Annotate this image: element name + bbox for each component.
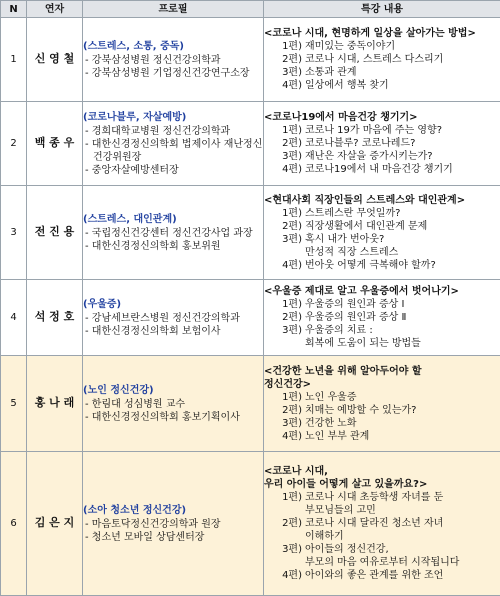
table-row <box>1 18 500 102</box>
profile-line: - 마음토닥정신건강의학과 원장 <box>85 518 221 530</box>
profile-line: - 대한신경정신의학회 홍보기획이사 <box>85 411 240 423</box>
content-cell <box>264 452 500 596</box>
lecture-item <box>264 207 500 220</box>
profile-line: - 대한신경정신의학회 홍보위원 <box>85 240 221 252</box>
profile-cell <box>83 186 264 280</box>
topic-category: (소아 청소년 정신건강) <box>83 504 187 516</box>
profile-line: - 경희대학교병원 정신건강의학과 <box>85 125 231 137</box>
table-row <box>1 280 500 356</box>
lecture-title: <코로나19에서 마음건강 챙기기> <box>264 112 418 123</box>
episode-number: 3편) <box>282 544 302 555</box>
lecture-item <box>264 517 500 530</box>
episode-number: 3편) <box>282 417 302 429</box>
lecture-item <box>264 40 500 53</box>
episode-number: 1편) <box>282 125 302 136</box>
episode-title: 직장생활에서 대인관계 문제 <box>305 220 428 232</box>
profile-line: - 중앙자살예방센터장 <box>85 164 179 176</box>
profile-line: - 강북삼성병원 기업정신건강연구소장 <box>85 67 250 79</box>
speaker-name: 전 진 용 <box>27 186 83 280</box>
row-number: 6 <box>1 452 27 596</box>
episode-subtitle: 회복에 도움이 되는 방법들 <box>305 338 421 349</box>
episode-number: 4편) <box>282 570 302 581</box>
profile-line: - 한림대 성심병원 교수 <box>85 398 186 410</box>
episode-title: 건강한 노화 <box>305 417 357 429</box>
episode-title: 코로나19에서 내 마음건강 챙기기 <box>305 164 453 175</box>
content-cell <box>264 356 500 452</box>
table-row <box>1 102 500 186</box>
episode-number: 4편) <box>282 259 302 271</box>
episode-title: 번아웃 어떻게 극복해야 할까? <box>305 259 436 271</box>
episode-subtitle: 만성적 직장 스트레스 <box>305 246 399 258</box>
episode-title: 우울증의 원인과 증상 Ⅱ <box>305 312 407 323</box>
episode-number: 2편) <box>282 54 302 65</box>
lecture-item <box>264 543 500 556</box>
episode-number: 2편) <box>282 404 302 416</box>
profile-line: - 대한신경정신의학회 법제이사 재난정신건강위원장 <box>85 138 263 163</box>
episode-number: 4편) <box>282 80 302 91</box>
row-number: 2 <box>1 102 27 186</box>
episode-number: 1편) <box>282 41 302 52</box>
episode-number: 2편) <box>282 518 302 529</box>
content-cell <box>264 186 500 280</box>
episode-number: 2편) <box>282 312 302 323</box>
lecture-item <box>264 137 500 150</box>
episode-number: 1편) <box>282 391 302 403</box>
profile-line: - 강북삼성병원 정신건강의학과 <box>85 54 221 66</box>
episode-title: 코로나 19가 마음에 주는 영향? <box>305 125 443 136</box>
episode-title: 스트레스란 무엇일까? <box>305 207 401 219</box>
header-speaker: 연자 <box>27 1 83 18</box>
episode-number: 3편) <box>282 67 302 78</box>
lecture-item <box>264 259 500 272</box>
episode-title: 노인 부부 관계 <box>305 430 370 442</box>
episode-title: 아이와의 좋은 관계를 위한 조언 <box>305 570 444 581</box>
lecture-item <box>264 220 500 233</box>
episode-number: 2편) <box>282 220 302 232</box>
episode-number: 3편) <box>282 233 302 245</box>
episode-title: 우울증의 치료 : <box>305 325 373 336</box>
topic-category: (스트레스, 대인관계) <box>83 213 177 225</box>
lecture-item <box>264 66 500 79</box>
episode-title: 코로나 시대 달라진 청소년 자녀 <box>305 518 444 529</box>
episode-title: 코로나 시대 초등학생 자녀를 둔 <box>305 492 444 503</box>
episode-subtitle: 부모님들의 고민 <box>305 505 376 516</box>
lecture-title: <현대사회 직장인들의 스트레스와 대인관계> <box>264 194 466 206</box>
episode-number: 3편) <box>282 151 302 162</box>
lecture-item <box>264 491 500 504</box>
header-n: N <box>1 1 27 18</box>
lecture-item <box>264 53 500 66</box>
lecture-title: <코로나 시대, <box>264 466 328 477</box>
episode-subtitle: 부모의 마음 여유로부터 시작됩니다 <box>305 557 460 568</box>
lecture-item <box>264 417 500 430</box>
lecture-item <box>264 233 500 246</box>
header-row <box>1 1 500 18</box>
speaker-name: 백 종 우 <box>27 102 83 186</box>
header-content: 특강 내용 <box>264 1 500 18</box>
episode-number: 1편) <box>282 299 302 310</box>
lecture-title: <우울증 제대로 알고 우울증에서 벗어나기> <box>264 286 459 297</box>
lecture-item <box>264 150 500 163</box>
lecture-title: <코로나 시대, 현명하게 일상을 살아가는 방법> <box>264 28 476 39</box>
episode-title: 치매는 예방할 수 있는가? <box>305 404 417 416</box>
episode-title: 우울증의 원인과 증상 Ⅰ <box>305 299 405 310</box>
episode-number: 3편) <box>282 325 302 336</box>
lecture-item <box>264 298 500 311</box>
header-profile: 프로필 <box>83 1 264 18</box>
table-row <box>1 186 500 280</box>
lecture-item <box>264 324 500 337</box>
episode-number: 1편) <box>282 207 302 219</box>
lecture-item <box>264 404 500 417</box>
topic-category: (스트레스, 소통, 중독) <box>83 40 184 52</box>
episode-number: 1편) <box>282 492 302 503</box>
episode-number: 4편) <box>282 164 302 175</box>
row-number: 3 <box>1 186 27 280</box>
row-number: 1 <box>1 18 27 102</box>
episode-title: 재미있는 중독이야기 <box>305 41 396 52</box>
episode-title: 일상에서 행복 찾기 <box>305 80 389 91</box>
lecture-item <box>264 569 500 582</box>
speaker-name: 신 영 철 <box>27 18 83 102</box>
profile-cell <box>83 102 264 186</box>
table-row <box>1 356 500 452</box>
profile-cell <box>83 356 264 452</box>
episode-subtitle: 이해하기 <box>305 531 344 542</box>
lecture-item <box>264 311 500 324</box>
episode-number: 2편) <box>282 138 302 149</box>
episode-title: 재난은 자살을 증가시키는가? <box>305 151 433 162</box>
lecture-title: <건강한 노년을 위해 알아두어야 할 <box>264 365 422 377</box>
profile-line: - 대한신경정신의학회 보험이사 <box>85 325 221 337</box>
topic-category: (코로나블루, 자살예방) <box>83 111 187 123</box>
lecture-item <box>264 430 500 443</box>
profile-cell <box>83 280 264 356</box>
profile-cell <box>83 18 264 102</box>
speaker-name: 홍 나 래 <box>27 356 83 452</box>
topic-category: (우울증) <box>83 298 122 310</box>
lecture-item <box>264 124 500 137</box>
profile-line: - 국립정신건강센터 정신건강사업 과장 <box>85 227 253 239</box>
episode-title: 코로나블루? 코로나레드? <box>305 138 416 149</box>
content-cell <box>264 18 500 102</box>
speaker-name: 석 정 호 <box>27 280 83 356</box>
episode-title: 코로나 시대, 스트레스 다스리기 <box>305 54 444 65</box>
speaker-name: 김 은 지 <box>27 452 83 596</box>
profile-line: - 강남세브란스병원 정신건강의학과 <box>85 312 240 324</box>
row-number: 5 <box>1 356 27 452</box>
episode-title: 혹시 내가 번아웃? <box>305 233 385 245</box>
content-cell <box>264 280 500 356</box>
lecture-item <box>264 163 500 176</box>
episode-title: 아이들의 정신건강, <box>305 544 389 555</box>
topic-category: (노인 정신건강) <box>83 384 154 396</box>
table-row <box>1 452 500 596</box>
lecture-title-cont: 정신건강> <box>264 378 312 390</box>
episode-title: 노인 우울증 <box>305 391 357 403</box>
profile-line: - 청소년 모바일 상담센터장 <box>85 531 205 543</box>
content-cell <box>264 102 500 186</box>
episode-number: 4편) <box>282 430 302 442</box>
episode-title: 소통과 관계 <box>305 67 357 78</box>
row-number: 4 <box>1 280 27 356</box>
lecture-item <box>264 391 500 404</box>
profile-cell <box>83 452 264 596</box>
lecture-title-cont: 우리 아이들 어떻게 살고 있을까요?> <box>264 479 428 490</box>
lecture-item <box>264 79 500 92</box>
